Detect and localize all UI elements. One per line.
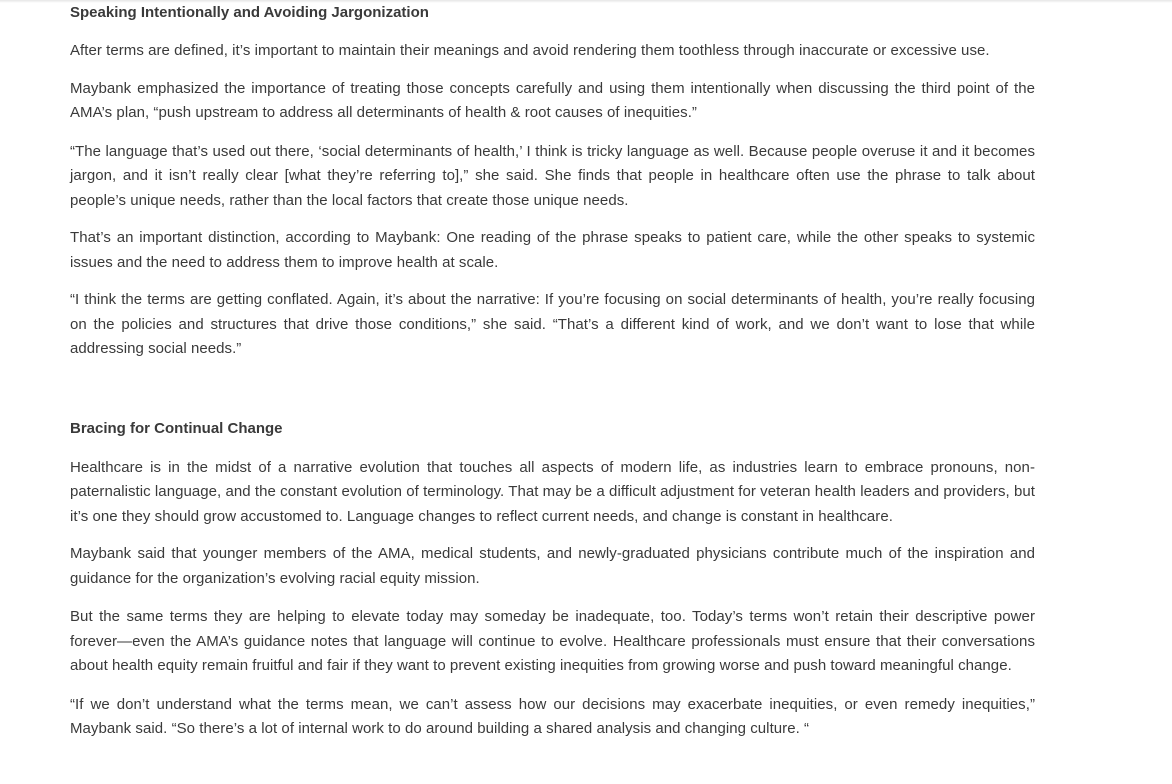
section-continual-change	[70, 420, 1035, 742]
paragraph: That’s an important distinction, according to Maybank: One reading of the phrase speaks to patient care, while the other speaks to systemic issues and the need to address them to improve health at scale.	[70, 229, 1035, 271]
paragraph: “I think the terms are getting conflated. Again, it’s about the narrative: If you’re focusing on social determinants of health, you’re really focusing on the policies and structures that drive those conditions,” she said. “That’s a different kind of work, and we don’t want to lose that while addressing social needs.”	[70, 291, 1035, 357]
paragraph: Maybank said that younger members of the AMA, medical students, and newly-graduated physicians contribute much of the inspiration and guidance for the organization’s evolving racial equity mission.	[70, 545, 1035, 587]
paragraph: But the same terms they are helping to elevate today may someday be inadequate, too. Today’s terms won’t retain their descriptive power forever—even the AMA’s guidance notes that language will continue to evolve. Healthcare professionals must ensure that their conversations about health equity remain fruitful and fair if they want to prevent existing inequities from growing worse and push toward meaningful change.	[70, 608, 1035, 674]
top-edge-shadow	[0, 0, 1172, 3]
paragraph: Healthcare is in the midst of a narrative evolution that touches all aspects of modern life, as industries learn to embrace pronouns, non-paternalistic language, and the constant evolution of terminology. That may be a difficult adjustment for veteran health leaders and providers, but it’s one they should grow accustomed to. Language changes to reflect current needs, and change is constant in healthcare.	[70, 458, 1035, 525]
section-heading: Speaking Intentionally and Avoiding Jargonization	[70, 4, 429, 21]
paragraph: “The language that’s used out there, ‘social determinants of health,’ I think is tricky language as well. Because people overuse it and it becomes jargon, and it isn’t really clear [what they’re referring to],” she said. She finds that people in healthcare often use the phrase to talk about people’s unique needs, rather than the local factors that create those unique needs.	[70, 142, 1035, 209]
section-heading: Bracing for Continual Change	[70, 419, 283, 437]
paragraph: Maybank emphasized the importance of treating those concepts carefully and using them intentionally when discussing the third point of the AMA’s plan, “push upstream to address all determinants of health & root causes of inequities.”	[70, 79, 1035, 121]
paragraph: After terms are defined, it’s important to maintain their meanings and avoid rendering them toothless through inaccurate or excessive use.	[70, 42, 990, 59]
paragraph: “If we don’t understand what the terms mean, we can’t assess how our decisions may exacerbate inequities, or even remedy inequities,” Maybank said. “So there’s a lot of internal work to do around building a shared analysis and changing culture. “	[70, 695, 1035, 737]
section-jargonization	[70, 4, 1035, 362]
article-body	[70, 4, 1035, 742]
